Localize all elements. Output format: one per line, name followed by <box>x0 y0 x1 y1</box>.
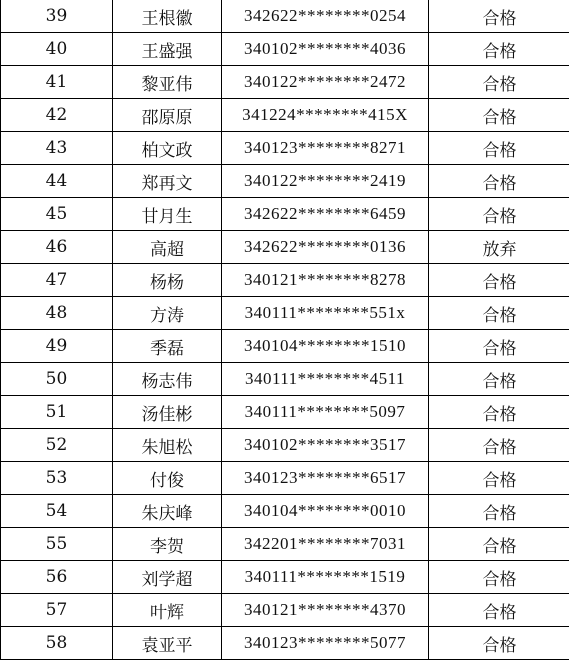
candidate-name: 甘月生 <box>113 198 222 231</box>
table-row <box>1 66 569 99</box>
row-number: 58 <box>1 627 113 660</box>
id-number: 340104********1510 <box>222 330 429 363</box>
result-status: 合格 <box>429 561 569 594</box>
row-number: 50 <box>1 363 113 396</box>
id-number: 340123********8271 <box>222 132 429 165</box>
candidate-name: 王盛强 <box>113 33 222 66</box>
result-status: 合格 <box>429 528 569 561</box>
table-row <box>1 594 569 627</box>
result-status: 合格 <box>429 264 569 297</box>
candidate-name: 柏文政 <box>113 132 222 165</box>
table-row <box>1 33 569 66</box>
table-row <box>1 627 569 660</box>
table-row <box>1 165 569 198</box>
table-row <box>1 264 569 297</box>
candidate-name: 杨志伟 <box>113 363 222 396</box>
candidate-name: 邵原原 <box>113 99 222 132</box>
row-number: 43 <box>1 132 113 165</box>
result-status: 合格 <box>429 132 569 165</box>
id-number: 340123********6517 <box>222 462 429 495</box>
id-number: 340111********4511 <box>222 363 429 396</box>
row-number: 49 <box>1 330 113 363</box>
result-status: 放弃 <box>429 231 569 264</box>
row-number: 56 <box>1 561 113 594</box>
id-number: 341224********415X <box>222 99 429 132</box>
candidate-name: 付俊 <box>113 462 222 495</box>
result-status: 合格 <box>429 33 569 66</box>
table-row <box>1 132 569 165</box>
result-status: 合格 <box>429 495 569 528</box>
candidate-name: 汤佳彬 <box>113 396 222 429</box>
candidate-name: 叶辉 <box>113 594 222 627</box>
result-status: 合格 <box>429 198 569 231</box>
row-number: 44 <box>1 165 113 198</box>
row-number: 57 <box>1 594 113 627</box>
result-status: 合格 <box>429 594 569 627</box>
row-number: 52 <box>1 429 113 462</box>
candidate-name: 黎亚伟 <box>113 66 222 99</box>
table-row <box>1 429 569 462</box>
result-status: 合格 <box>429 396 569 429</box>
row-number: 47 <box>1 264 113 297</box>
table-row <box>1 297 569 330</box>
candidate-name: 方涛 <box>113 297 222 330</box>
row-number: 45 <box>1 198 113 231</box>
result-status: 合格 <box>429 0 569 33</box>
result-status: 合格 <box>429 165 569 198</box>
id-number: 340123********5077 <box>222 627 429 660</box>
id-number: 342622********0136 <box>222 231 429 264</box>
row-number: 41 <box>1 66 113 99</box>
table-row <box>1 495 569 528</box>
id-number: 342622********0254 <box>222 0 429 33</box>
table-row <box>1 561 569 594</box>
row-number: 40 <box>1 33 113 66</box>
candidate-name: 刘学超 <box>113 561 222 594</box>
row-number: 39 <box>1 0 113 33</box>
candidate-name: 杨杨 <box>113 264 222 297</box>
candidate-name: 袁亚平 <box>113 627 222 660</box>
candidate-name: 朱庆峰 <box>113 495 222 528</box>
id-number: 340121********8278 <box>222 264 429 297</box>
table-row <box>1 0 569 33</box>
table-row <box>1 99 569 132</box>
table-row <box>1 363 569 396</box>
results-table-body <box>1 0 569 660</box>
candidate-name: 郑再文 <box>113 165 222 198</box>
result-status: 合格 <box>429 429 569 462</box>
candidate-name: 朱旭松 <box>113 429 222 462</box>
table-row <box>1 462 569 495</box>
id-number: 340111********5097 <box>222 396 429 429</box>
candidate-name: 李贺 <box>113 528 222 561</box>
row-number: 53 <box>1 462 113 495</box>
row-number: 54 <box>1 495 113 528</box>
id-number: 342201********7031 <box>222 528 429 561</box>
candidate-name: 高超 <box>113 231 222 264</box>
result-status: 合格 <box>429 363 569 396</box>
row-number: 51 <box>1 396 113 429</box>
row-number: 46 <box>1 231 113 264</box>
row-number: 48 <box>1 297 113 330</box>
id-number: 340121********4370 <box>222 594 429 627</box>
table-row <box>1 396 569 429</box>
candidate-name: 王根徽 <box>113 0 222 33</box>
id-number: 342622********6459 <box>222 198 429 231</box>
id-number: 340102********4036 <box>222 33 429 66</box>
result-status: 合格 <box>429 462 569 495</box>
result-status: 合格 <box>429 297 569 330</box>
result-status: 合格 <box>429 99 569 132</box>
id-number: 340102********3517 <box>222 429 429 462</box>
table-row <box>1 198 569 231</box>
table-row <box>1 231 569 264</box>
id-number: 340111********551x <box>222 297 429 330</box>
id-number: 340122********2472 <box>222 66 429 99</box>
id-number: 340122********2419 <box>222 165 429 198</box>
candidate-name: 季磊 <box>113 330 222 363</box>
result-status: 合格 <box>429 627 569 660</box>
row-number: 42 <box>1 99 113 132</box>
table-row <box>1 528 569 561</box>
id-number: 340104********0010 <box>222 495 429 528</box>
result-status: 合格 <box>429 66 569 99</box>
table-row <box>1 330 569 363</box>
row-number: 55 <box>1 528 113 561</box>
result-status: 合格 <box>429 330 569 363</box>
id-number: 340111********1519 <box>222 561 429 594</box>
